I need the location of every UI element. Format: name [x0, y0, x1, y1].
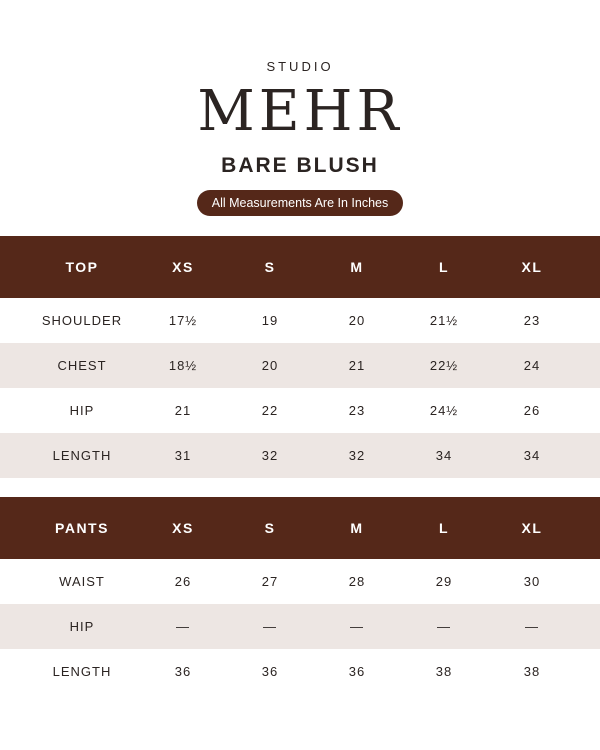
header-cell: L: [438, 520, 450, 536]
table-cell: 36: [174, 664, 192, 679]
table-cell: 26: [523, 403, 541, 418]
header-cell: S: [264, 520, 276, 536]
row-label: CHEST: [57, 358, 107, 373]
table-row: [0, 343, 600, 388]
table-cell: 28: [348, 574, 366, 589]
table-cell: 38: [435, 664, 453, 679]
header-cell: XS: [172, 259, 194, 275]
table-cell: 31: [174, 448, 192, 463]
table-cell: —: [263, 619, 277, 634]
table-cell: 36: [261, 664, 279, 679]
table-row: [0, 298, 600, 343]
table-row: [0, 433, 600, 478]
table-cell: 19: [261, 313, 279, 328]
table-row: [0, 388, 600, 433]
table-cell: 24½: [429, 403, 459, 418]
table-cell: 21: [174, 403, 192, 418]
table-cell: 34: [523, 448, 541, 463]
brand-logo: MEHR: [197, 79, 403, 144]
table-cell: —: [176, 619, 190, 634]
table-cell: 20: [348, 313, 366, 328]
row-label: LENGTH: [52, 664, 112, 679]
row-label: SHOULDER: [41, 313, 123, 328]
table-row: [0, 559, 600, 604]
table-cell: 32: [261, 448, 279, 463]
table-header-row: [0, 236, 600, 298]
header-cell: XS: [172, 520, 194, 536]
table-cell: —: [350, 619, 364, 634]
top-size-table: [0, 236, 600, 478]
row-label: LENGTH: [52, 448, 112, 463]
header-cell: TOP: [65, 259, 99, 275]
header-cell: L: [438, 259, 450, 275]
table-cell: 21½: [429, 313, 459, 328]
table-cell: 26: [174, 574, 192, 589]
table-cell: 22½: [429, 358, 459, 373]
table-cell: 24: [523, 358, 541, 373]
header-cell: M: [350, 259, 364, 275]
table-cell: 22: [261, 403, 279, 418]
table-cell: 38: [523, 664, 541, 679]
table-cell: 36: [348, 664, 366, 679]
header-cell: XL: [521, 520, 543, 536]
row-label: HIP: [69, 619, 95, 634]
table-cell: 23: [523, 313, 541, 328]
table-cell: 20: [261, 358, 279, 373]
table-cell: 34: [435, 448, 453, 463]
collection-title: BARE BLUSH: [221, 154, 379, 177]
table-cell: 32: [348, 448, 366, 463]
table-cell: 30: [523, 574, 541, 589]
units-note-badge: All Measurements Are In Inches: [197, 190, 403, 216]
header-cell: XL: [521, 259, 543, 275]
header-cell: PANTS: [55, 520, 109, 536]
row-label: WAIST: [59, 574, 105, 589]
table-cell: —: [525, 619, 539, 634]
table-cell: 29: [435, 574, 453, 589]
table-cell: 17½: [168, 313, 198, 328]
table-row: [0, 649, 600, 694]
header-cell: S: [264, 259, 276, 275]
pants-size-table: [0, 497, 600, 694]
table-header-row: [0, 497, 600, 559]
row-label: HIP: [69, 403, 95, 418]
table-cell: 18½: [168, 358, 198, 373]
table-cell: —: [437, 619, 451, 634]
table-row: [0, 604, 600, 649]
brand-prefix: STUDIO: [266, 59, 334, 74]
table-cell: 27: [261, 574, 279, 589]
header-cell: M: [350, 520, 364, 536]
table-cell: 23: [348, 403, 366, 418]
table-cell: 21: [348, 358, 366, 373]
